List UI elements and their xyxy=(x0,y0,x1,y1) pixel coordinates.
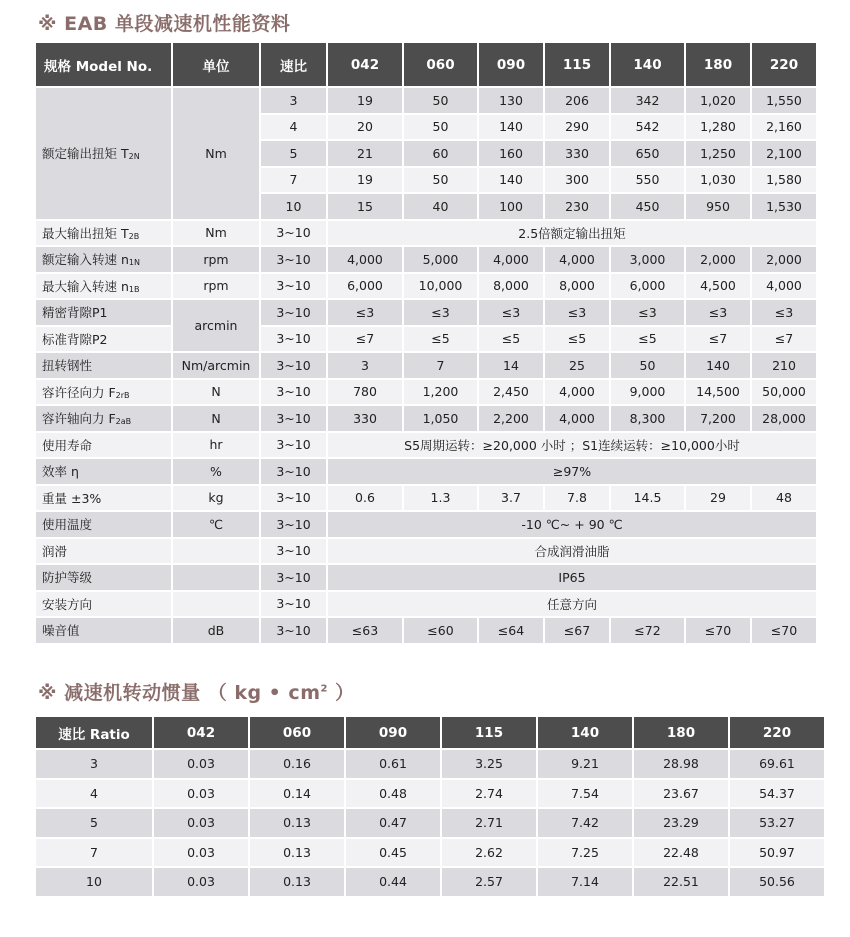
value-cell: 2,160 xyxy=(752,115,816,140)
unit-cell: dB xyxy=(173,618,259,643)
row-label-max-speed: 最大输入转速 $n_{1B}$ xyxy=(36,274,171,299)
ratio-cell: 3~10 xyxy=(261,539,326,564)
value-cell: 4,000 xyxy=(752,274,816,299)
spec-header-row xyxy=(36,43,816,86)
value-cell: 50 xyxy=(404,88,477,113)
merged-value-cell: 任意方向 xyxy=(328,592,816,617)
value-cell: ≤7 xyxy=(752,327,816,352)
value-cell: 0.45 xyxy=(346,839,440,867)
value-cell: 2.74 xyxy=(442,780,536,808)
table-row xyxy=(36,274,816,299)
ratio-cell: 3~10 xyxy=(261,247,326,272)
col-header-ratio: 速比 xyxy=(261,43,326,86)
value-cell: ≤67 xyxy=(545,618,609,643)
col-header-042: 042 xyxy=(328,43,402,86)
unit-cell: ℃ xyxy=(173,512,259,537)
row-label-radial-force: 容许径向力 $F_{2rB}$ xyxy=(36,380,171,405)
value-cell: ≤3 xyxy=(404,300,477,325)
value-cell: 1,200 xyxy=(404,380,477,405)
value-cell: 2,000 xyxy=(752,247,816,272)
value-cell: 48 xyxy=(752,486,816,511)
row-label-mounting: 安装方向 xyxy=(36,592,171,617)
value-cell: 1,250 xyxy=(686,141,750,166)
table-row xyxy=(36,486,816,511)
value-cell: 4,500 xyxy=(686,274,750,299)
value-cell: 0.03 xyxy=(154,809,248,837)
value-cell: 0.03 xyxy=(154,868,248,896)
row-label-noise: 噪音值 xyxy=(36,618,171,643)
table-row xyxy=(36,750,824,778)
spec-section-title: ※ EAB 单段减速机性能资料 xyxy=(38,13,291,35)
value-cell: 29 xyxy=(686,486,750,511)
table-row xyxy=(36,88,816,113)
value-cell: 950 xyxy=(686,194,750,219)
value-cell: 4,000 xyxy=(328,247,402,272)
unit-cell xyxy=(173,592,259,617)
row-label-temperature: 使用温度 xyxy=(36,512,171,537)
unit-cell xyxy=(173,539,259,564)
row-label-backlash-p1: 精密背隙P1 xyxy=(36,300,171,325)
table-row xyxy=(36,565,816,590)
value-cell: ≤63 xyxy=(328,618,402,643)
value-cell: 0.61 xyxy=(346,750,440,778)
ratio-cell: 5 xyxy=(261,141,326,166)
ratio-cell: 3~10 xyxy=(261,592,326,617)
merged-value-cell: 2.5倍额定输出扭矩 xyxy=(328,221,816,246)
value-cell: 53.27 xyxy=(730,809,824,837)
table-row xyxy=(36,780,824,808)
row-label-protection: 防护等级 xyxy=(36,565,171,590)
value-cell: 5,000 xyxy=(404,247,477,272)
row-label-rated-torque: 额定输出扭矩 $T_{2N}$ xyxy=(36,88,171,219)
row-label-max-torque: 最大输出扭矩 $T_{2B}$ xyxy=(36,221,171,246)
table-row xyxy=(36,406,816,431)
value-cell: 4,000 xyxy=(545,247,609,272)
value-cell: 6,000 xyxy=(328,274,402,299)
value-cell: 14,500 xyxy=(686,380,750,405)
row-label-axial-force: 容许轴向力 $F_{2aB}$ xyxy=(36,406,171,431)
col-header-180: 180 xyxy=(634,717,728,748)
col-header-220: 220 xyxy=(730,717,824,748)
ratio-cell: 3~10 xyxy=(261,459,326,484)
unit-cell: hr xyxy=(173,433,259,458)
value-cell: ≤3 xyxy=(545,300,609,325)
unit-cell xyxy=(173,565,259,590)
ratio-cell: 3~10 xyxy=(261,300,326,325)
value-cell: 140 xyxy=(479,115,543,140)
inertia-table xyxy=(34,715,826,898)
value-cell: 0.03 xyxy=(154,839,248,867)
value-cell: ≤5 xyxy=(611,327,684,352)
value-cell: 542 xyxy=(611,115,684,140)
value-cell: 23.67 xyxy=(634,780,728,808)
table-row xyxy=(36,353,816,378)
value-cell: 0.44 xyxy=(346,868,440,896)
ratio-cell: 10 xyxy=(261,194,326,219)
value-cell: 0.03 xyxy=(154,750,248,778)
value-cell: 330 xyxy=(328,406,402,431)
value-cell: ≤7 xyxy=(686,327,750,352)
value-cell: 10,000 xyxy=(404,274,477,299)
value-cell: ≤7 xyxy=(328,327,402,352)
unit-cell: N xyxy=(173,380,259,405)
value-cell: 2.62 xyxy=(442,839,536,867)
value-cell: 4,000 xyxy=(479,247,543,272)
value-cell: 550 xyxy=(611,168,684,193)
value-cell: 160 xyxy=(479,141,543,166)
value-cell: 8,000 xyxy=(545,274,609,299)
value-cell: 450 xyxy=(611,194,684,219)
merged-value-cell: 合成润滑油脂 xyxy=(328,539,816,564)
unit-cell: arcmin xyxy=(173,300,259,351)
ratio-cell: 7 xyxy=(36,839,152,867)
value-cell: 9,000 xyxy=(611,380,684,405)
ratio-cell: 5 xyxy=(36,809,152,837)
value-cell: 1,550 xyxy=(752,88,816,113)
value-cell: 140 xyxy=(479,168,543,193)
value-cell: 50.56 xyxy=(730,868,824,896)
value-cell: 0.13 xyxy=(250,839,344,867)
ratio-cell: 3~10 xyxy=(261,380,326,405)
value-cell: ≤3 xyxy=(479,300,543,325)
value-cell: 3.7 xyxy=(479,486,543,511)
ratio-cell: 3~10 xyxy=(261,512,326,537)
table-row xyxy=(36,809,824,837)
value-cell: 6,000 xyxy=(611,274,684,299)
value-cell: 206 xyxy=(545,88,609,113)
col-header-220: 220 xyxy=(752,43,816,86)
col-header-180: 180 xyxy=(686,43,750,86)
value-cell: 28.98 xyxy=(634,750,728,778)
value-cell: 0.13 xyxy=(250,868,344,896)
table-row xyxy=(36,300,816,325)
value-cell: 140 xyxy=(686,353,750,378)
col-header-115: 115 xyxy=(442,717,536,748)
col-header-model: 规格 Model No. xyxy=(36,43,171,86)
value-cell: 15 xyxy=(328,194,402,219)
ratio-cell: 3~10 xyxy=(261,486,326,511)
col-header-140: 140 xyxy=(611,43,684,86)
inertia-header-row xyxy=(36,717,824,748)
unit-cell: Nm xyxy=(173,221,259,246)
table-row xyxy=(36,459,816,484)
value-cell: ≤3 xyxy=(328,300,402,325)
col-header-090: 090 xyxy=(346,717,440,748)
value-cell: 14 xyxy=(479,353,543,378)
value-cell: ≤72 xyxy=(611,618,684,643)
value-cell: 9.21 xyxy=(538,750,632,778)
col-header-ratio: 速比 Ratio xyxy=(36,717,152,748)
value-cell: 7 xyxy=(404,353,477,378)
performance-table xyxy=(34,41,818,645)
value-cell: 14.5 xyxy=(611,486,684,511)
value-cell: 25 xyxy=(545,353,609,378)
col-header-115: 115 xyxy=(545,43,609,86)
ratio-cell: 7 xyxy=(261,168,326,193)
value-cell: 130 xyxy=(479,88,543,113)
row-label-rated-speed: 额定输入转速 $n_{1N}$ xyxy=(36,247,171,272)
value-cell: ≤5 xyxy=(479,327,543,352)
table-row xyxy=(36,539,816,564)
col-header-090: 090 xyxy=(479,43,543,86)
value-cell: 210 xyxy=(752,353,816,378)
value-cell: 2,100 xyxy=(752,141,816,166)
value-cell: 0.6 xyxy=(328,486,402,511)
value-cell: 300 xyxy=(545,168,609,193)
value-cell: 21 xyxy=(328,141,402,166)
table-row xyxy=(36,433,816,458)
value-cell: 8,000 xyxy=(479,274,543,299)
value-cell: ≤5 xyxy=(404,327,477,352)
value-cell: 330 xyxy=(545,141,609,166)
row-label-efficiency: 效率 η xyxy=(36,459,171,484)
ratio-cell: 3~10 xyxy=(261,618,326,643)
table-row xyxy=(36,221,816,246)
value-cell: 60 xyxy=(404,141,477,166)
value-cell: 1,580 xyxy=(752,168,816,193)
value-cell: ≤70 xyxy=(752,618,816,643)
ratio-cell: 4 xyxy=(36,780,152,808)
unit-cell: rpm xyxy=(173,247,259,272)
unit-cell: % xyxy=(173,459,259,484)
value-cell: 50,000 xyxy=(752,380,816,405)
unit-cell: Nm xyxy=(173,88,259,219)
merged-value-cell: -10 ℃~ + 90 ℃ xyxy=(328,512,816,537)
value-cell: 0.47 xyxy=(346,809,440,837)
value-cell: 19 xyxy=(328,168,402,193)
value-cell: 50 xyxy=(611,353,684,378)
value-cell: 2,000 xyxy=(686,247,750,272)
col-header-042: 042 xyxy=(154,717,248,748)
ratio-cell: 3~10 xyxy=(261,565,326,590)
value-cell: 2,450 xyxy=(479,380,543,405)
value-cell: 2.71 xyxy=(442,809,536,837)
row-label-lubrication: 润滑 xyxy=(36,539,171,564)
value-cell: ≤3 xyxy=(611,300,684,325)
table-row xyxy=(36,247,816,272)
row-label-life: 使用寿命 xyxy=(36,433,171,458)
value-cell: 780 xyxy=(328,380,402,405)
value-cell: 7.8 xyxy=(545,486,609,511)
ratio-cell: 4 xyxy=(261,115,326,140)
value-cell: ≤3 xyxy=(686,300,750,325)
inertia-section-title: ※ 减速机转动惯量 （ kg • $cm^2$ ） xyxy=(38,682,355,704)
ratio-cell: 3~10 xyxy=(261,274,326,299)
value-cell: 230 xyxy=(545,194,609,219)
value-cell: 7.14 xyxy=(538,868,632,896)
value-cell: 8,300 xyxy=(611,406,684,431)
value-cell: 1,020 xyxy=(686,88,750,113)
value-cell: 2.57 xyxy=(442,868,536,896)
value-cell: 28,000 xyxy=(752,406,816,431)
ratio-cell: 3~10 xyxy=(261,353,326,378)
value-cell: 3.25 xyxy=(442,750,536,778)
value-cell: 69.61 xyxy=(730,750,824,778)
value-cell: 1,280 xyxy=(686,115,750,140)
value-cell: 22.48 xyxy=(634,839,728,867)
unit-cell: Nm/arcmin xyxy=(173,353,259,378)
value-cell: 54.37 xyxy=(730,780,824,808)
table-row xyxy=(36,868,824,896)
unit-cell: kg xyxy=(173,486,259,511)
value-cell: 50 xyxy=(404,115,477,140)
table-row xyxy=(36,380,816,405)
value-cell: 7.25 xyxy=(538,839,632,867)
value-cell: 0.16 xyxy=(250,750,344,778)
ratio-cell: 3~10 xyxy=(261,327,326,352)
table-row xyxy=(36,839,824,867)
value-cell: ≤70 xyxy=(686,618,750,643)
ratio-cell: 3~10 xyxy=(261,406,326,431)
merged-value-cell: ≥97% xyxy=(328,459,816,484)
ratio-cell: 3~10 xyxy=(261,433,326,458)
value-cell: ≤3 xyxy=(752,300,816,325)
table-row xyxy=(36,592,816,617)
value-cell: 19 xyxy=(328,88,402,113)
value-cell: 1,530 xyxy=(752,194,816,219)
unit-cell: N xyxy=(173,406,259,431)
value-cell: 1,050 xyxy=(404,406,477,431)
value-cell: 650 xyxy=(611,141,684,166)
col-header-060: 060 xyxy=(404,43,477,86)
ratio-cell: 3 xyxy=(261,88,326,113)
value-cell: 4,000 xyxy=(545,380,609,405)
value-cell: 40 xyxy=(404,194,477,219)
value-cell: 0.48 xyxy=(346,780,440,808)
value-cell: 0.13 xyxy=(250,809,344,837)
value-cell: 100 xyxy=(479,194,543,219)
ratio-cell: 3~10 xyxy=(261,221,326,246)
value-cell: 2,200 xyxy=(479,406,543,431)
table-row xyxy=(36,327,816,352)
unit-cell: rpm xyxy=(173,274,259,299)
value-cell: 290 xyxy=(545,115,609,140)
value-cell: 23.29 xyxy=(634,809,728,837)
value-cell: ≤60 xyxy=(404,618,477,643)
value-cell: 7,200 xyxy=(686,406,750,431)
value-cell: 50 xyxy=(404,168,477,193)
row-label-stiffness: 扭转钢性 xyxy=(36,353,171,378)
value-cell: 20 xyxy=(328,115,402,140)
value-cell: 342 xyxy=(611,88,684,113)
value-cell: 22.51 xyxy=(634,868,728,896)
value-cell: 0.14 xyxy=(250,780,344,808)
table-row xyxy=(36,618,816,643)
value-cell: ≤64 xyxy=(479,618,543,643)
value-cell: 0.03 xyxy=(154,780,248,808)
value-cell: 4,000 xyxy=(545,406,609,431)
table-row xyxy=(36,512,816,537)
value-cell: 7.54 xyxy=(538,780,632,808)
col-header-140: 140 xyxy=(538,717,632,748)
ratio-cell: 10 xyxy=(36,868,152,896)
value-cell: ≤5 xyxy=(545,327,609,352)
value-cell: 3,000 xyxy=(611,247,684,272)
col-header-060: 060 xyxy=(250,717,344,748)
value-cell: 7.42 xyxy=(538,809,632,837)
value-cell: 50.97 xyxy=(730,839,824,867)
col-header-unit: 单位 xyxy=(173,43,259,86)
merged-value-cell: IP65 xyxy=(328,565,816,590)
value-cell: 1.3 xyxy=(404,486,477,511)
row-label-backlash-p2: 标准背隙P2 xyxy=(36,327,171,352)
merged-value-cell: S5周期运转：≥20,000 小时 ；S1连续运转：≥10,000小时 xyxy=(328,433,816,458)
ratio-cell: 3 xyxy=(36,750,152,778)
row-label-weight: 重量 ±3% xyxy=(36,486,171,511)
value-cell: 1,030 xyxy=(686,168,750,193)
value-cell: 3 xyxy=(328,353,402,378)
